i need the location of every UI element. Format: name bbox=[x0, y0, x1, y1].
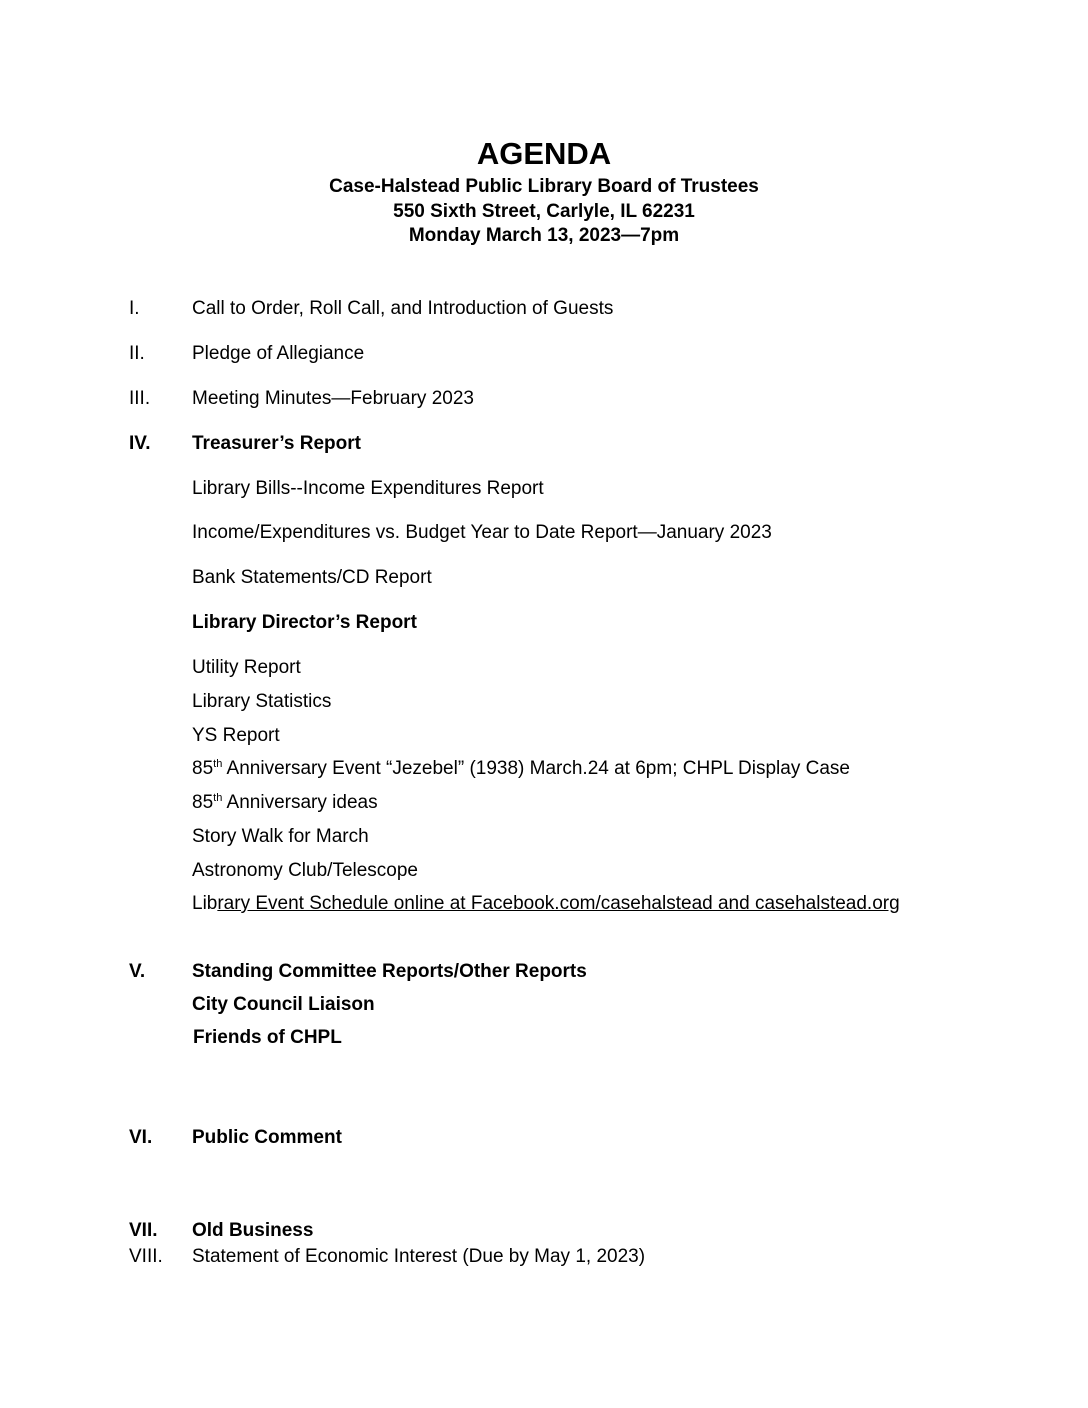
sub-item-astronomy-club: Astronomy Club/Telescope bbox=[192, 860, 418, 881]
item-meeting-minutes: Meeting Minutes—February 2023 bbox=[192, 388, 474, 409]
anniversary-ideas-text: Anniversary ideas bbox=[222, 792, 378, 813]
item-number-vii: VII. bbox=[129, 1220, 158, 1241]
item-number-ii: II. bbox=[129, 343, 145, 364]
anniversary-number: 85 bbox=[192, 758, 214, 779]
item-standing-committee: Standing Committee Reports/Other Reports bbox=[192, 961, 587, 982]
item-old-business: Old Business bbox=[192, 1220, 314, 1241]
sub-item-story-walk: Story Walk for March bbox=[192, 826, 369, 847]
item-number-viii: VIII. bbox=[129, 1246, 163, 1267]
board-address: 550 Sixth Street, Carlyle, IL 62231 bbox=[393, 201, 695, 222]
board-name: Case-Halstead Public Library Board of Trustees bbox=[329, 176, 759, 197]
event-schedule-link[interactable]: rary Event Schedule online at Facebook.com/casehalstead and casehalstead.org bbox=[217, 893, 900, 914]
sub-item-friends-chpl: Friends of CHPL bbox=[193, 1027, 342, 1048]
event-schedule-prefix: Lib bbox=[192, 893, 218, 914]
sub-item-city-council: City Council Liaison bbox=[192, 994, 375, 1015]
sub-item-library-bills: Library Bills--Income Expenditures Report bbox=[192, 478, 544, 499]
sub-item-library-statistics: Library Statistics bbox=[192, 691, 332, 712]
sub-item-ys-report: YS Report bbox=[192, 725, 280, 746]
sub-item-anniversary-event bbox=[192, 758, 850, 780]
sub-item-event-schedule bbox=[192, 893, 900, 915]
item-number-v: V. bbox=[129, 961, 146, 982]
item-number-vi: VI. bbox=[129, 1127, 153, 1148]
item-treasurers-report: Treasurer’s Report bbox=[192, 433, 361, 454]
sub-item-utility-report: Utility Report bbox=[192, 657, 301, 678]
anniversary-event-text: Anniversary Event “Jezebel” (1938) March.24 at 6pm; CHPL Display Case bbox=[222, 758, 850, 779]
item-call-to-order: Call to Order, Roll Call, and Introduction of Guests bbox=[192, 298, 614, 319]
sub-item-bank-statements: Bank Statements/CD Report bbox=[192, 567, 432, 588]
meeting-date: Monday March 13, 2023—7pm bbox=[408, 225, 680, 246]
item-number-iii: III. bbox=[129, 388, 151, 409]
sub-item-budget-report: Income/Expenditures vs. Budget Year to Date Report—January 2023 bbox=[192, 522, 772, 543]
item-economic-interest: Statement of Economic Interest (Due by May 1, 2023) bbox=[192, 1246, 646, 1267]
sub-heading-director-report: Library Director’s Report bbox=[192, 612, 417, 633]
agenda-title: AGENDA bbox=[476, 136, 612, 171]
ordinal-suffix: th bbox=[213, 792, 223, 804]
item-number-i: I. bbox=[129, 298, 140, 319]
ordinal-suffix: th bbox=[213, 758, 223, 770]
item-public-comment: Public Comment bbox=[192, 1127, 342, 1148]
anniversary-number: 85 bbox=[192, 792, 214, 813]
item-number-iv: IV. bbox=[129, 433, 151, 454]
sub-item-anniversary-ideas bbox=[192, 792, 378, 814]
item-pledge: Pledge of Allegiance bbox=[192, 343, 365, 364]
